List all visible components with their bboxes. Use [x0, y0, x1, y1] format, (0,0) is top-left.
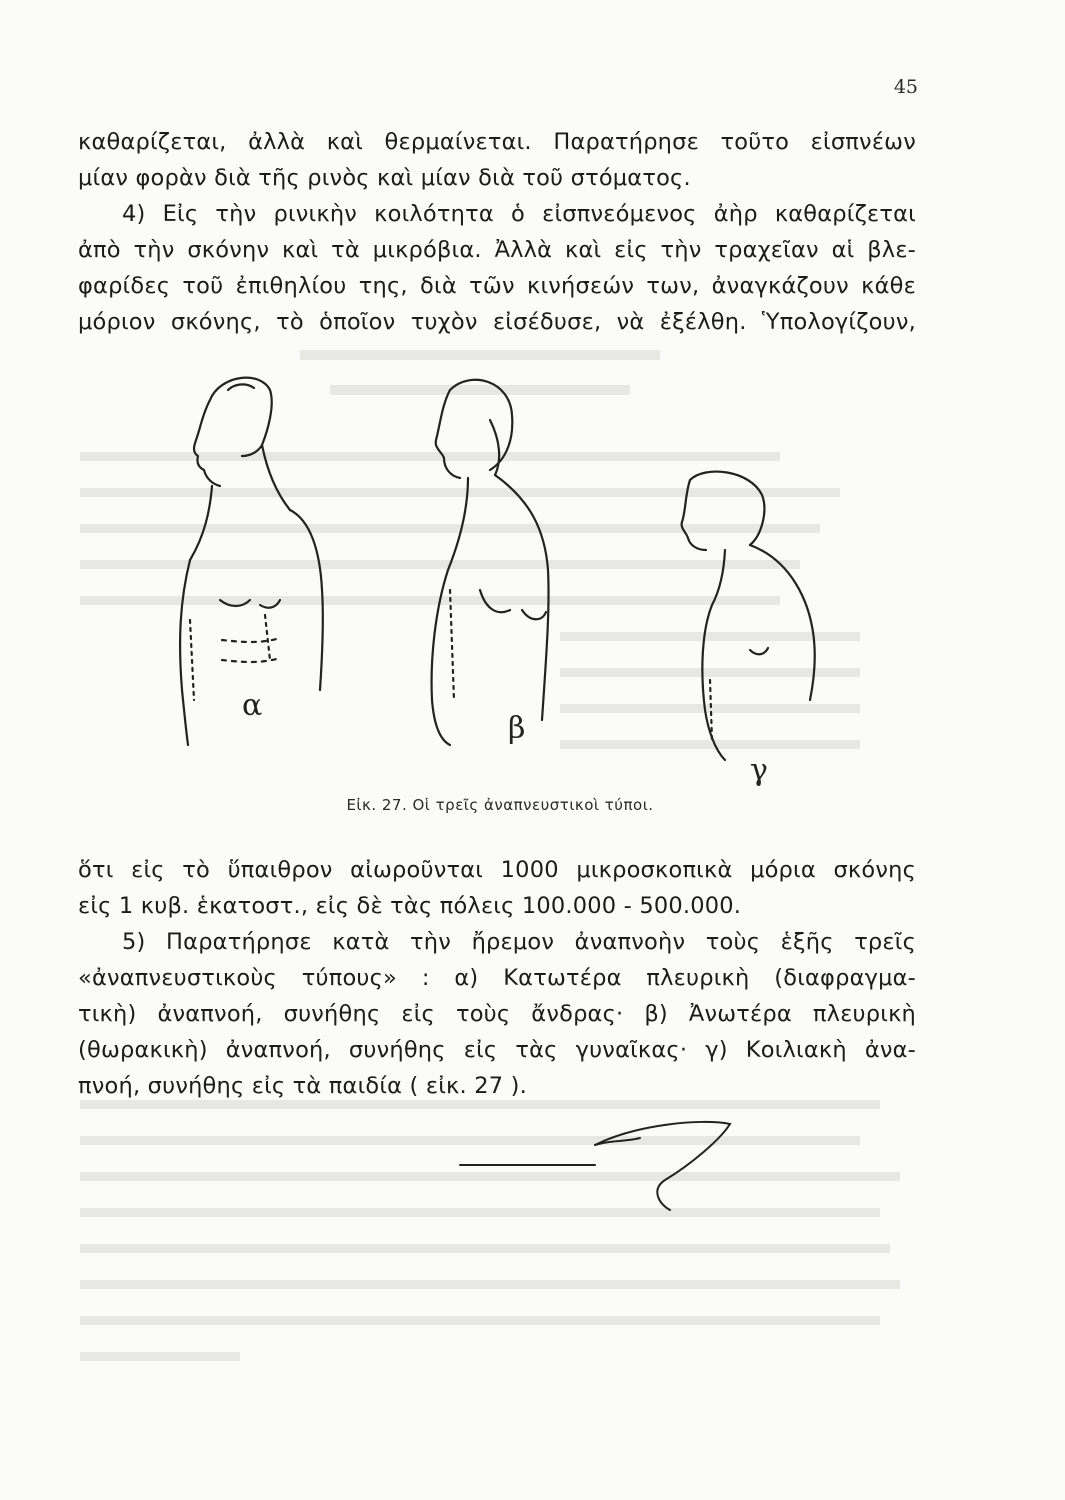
- text-line: μίαν φορὰν διὰ τῆς ρινὸς καὶ μίαν διὰ τοῦ στόματος.: [78, 165, 691, 191]
- figure-drawing: [150, 360, 850, 790]
- figure-label-alpha: α: [242, 688, 263, 723]
- text-line: μόριον σκόνης, τὸ ὁποῖον τυχὸν εἰσέδυσε, νὰ ἐξέλθη. Ὑπολογίζουν,: [78, 309, 916, 335]
- text-line: πνοή, συνήθης εἰς τὰ παιδία ( εἰκ. 27 ).: [78, 1073, 527, 1099]
- pen-flourish-mark: [420, 1110, 750, 1220]
- child-torso-figure: [682, 472, 815, 760]
- text-line: εἰς 1 κυβ. ἑκατοστ., εἰς δὲ τὰς πόλεις 100.000 - 500.000.: [78, 893, 742, 919]
- text-line: καθαρίζεται, ἀλλὰ καὶ θερμαίνεται. Παρατήρησε τοῦτο εἰσπνέων: [78, 129, 916, 155]
- text-line: ὅτι εἰς τὸ ὕπαιθρον αἰωροῦνται 1000 μικροσκοπικὰ μόρια σκόνης: [78, 857, 916, 883]
- figure-breathing-types: [150, 360, 850, 790]
- figure-label-beta: β: [508, 711, 526, 746]
- text-line: φαρίδες τοῦ ἐπιθηλίου της, διὰ τῶν κινήσεών των, ἀναγκάζουν κάθε: [78, 273, 916, 299]
- page-number: 45: [893, 76, 918, 98]
- figure-label-gamma: γ: [750, 753, 768, 788]
- paragraph-bottom: [78, 852, 916, 1104]
- female-torso-figure: [432, 380, 549, 745]
- paragraph-top: [78, 124, 916, 340]
- text-line: 5) Παρατήρησε κατὰ τὴν ἤρεμον ἀναπνοὴν τοὺς ἑξῆς τρεῖς: [122, 929, 916, 955]
- text-line: (θωρακικὴ) ἀναπνοή, συνήθης εἰς τὰς γυναῖκας· γ) Κοιλιακὴ ἀνα-: [78, 1037, 916, 1063]
- text-line: «ἀναπνευστικοὺς τύπους» : α) Κατωτέρα πλευρικὴ (διαφραγμα-: [78, 965, 916, 991]
- text-line: ἀπὸ τὴν σκόνην καὶ τὰ μικρόβια. Ἀλλὰ καὶ εἰς τὴν τραχεῖαν αἱ βλε-: [78, 237, 916, 263]
- text-line: τικὴ) ἀναπνοή, συνήθης εἰς τοὺς ἄνδρας· β) Ἀνωτέρα πλευρικὴ: [78, 1001, 916, 1027]
- figure-caption: Εἰκ. 27. Οἱ τρεῖς ἀναπνευστικοὶ τύποι.: [346, 796, 654, 814]
- text-line: 4) Εἰς τὴν ρινικὴν κοιλότητα ὁ εἰσπνεόμενος ἀὴρ καθαρίζεται: [122, 201, 916, 227]
